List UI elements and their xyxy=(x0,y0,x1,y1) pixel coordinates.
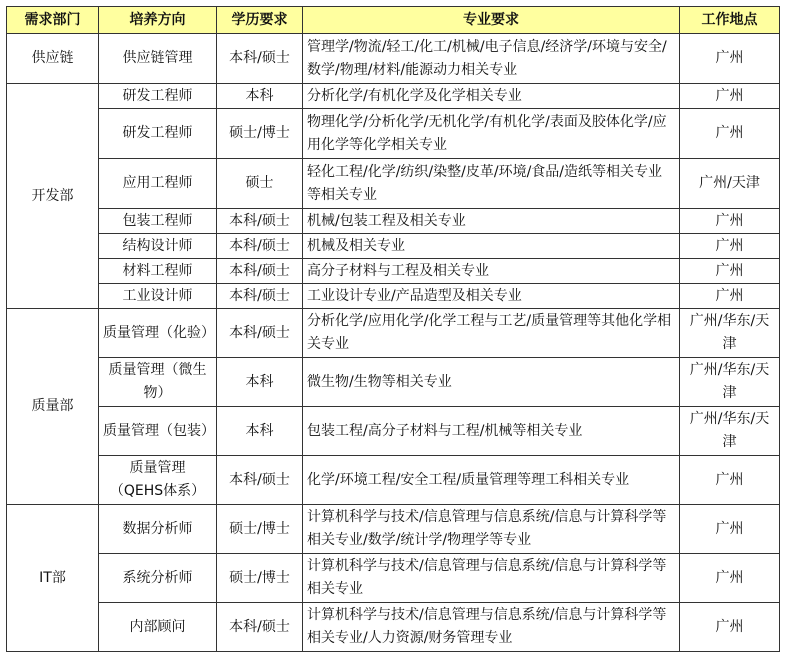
header-department: 需求部门 xyxy=(7,7,99,34)
department-cell: 供应链 xyxy=(7,34,99,84)
major-cell: 物理化学/分析化学/无机化学/有机化学/表面及胶体化学/应用化学等化学相关专业 xyxy=(303,109,680,159)
direction-cell: 应用工程师 xyxy=(99,159,217,209)
table-row xyxy=(7,407,780,456)
location-cell: 广州 xyxy=(680,505,780,554)
location-cell: 广州 xyxy=(680,234,780,259)
degree-cell: 本科/硕士 xyxy=(217,234,303,259)
header-degree: 学历要求 xyxy=(217,7,303,34)
table-row xyxy=(7,603,780,652)
direction-cell: 包装工程师 xyxy=(99,209,217,234)
location-cell: 广州/华东/天津 xyxy=(680,407,780,456)
major-cell: 分析化学/有机化学及化学相关专业 xyxy=(303,84,680,109)
direction-cell: 质量管理（QEHS体系） xyxy=(99,456,217,505)
header-row xyxy=(7,7,780,34)
table-row xyxy=(7,309,780,358)
major-cell: 机械及相关专业 xyxy=(303,234,680,259)
direction-cell: 研发工程师 xyxy=(99,84,217,109)
degree-cell: 本科/硕士 xyxy=(217,309,303,358)
location-cell: 广州 xyxy=(680,109,780,159)
degree-cell: 本科/硕士 xyxy=(217,209,303,234)
direction-cell: 质量管理（微生物） xyxy=(99,358,217,407)
table-row xyxy=(7,209,780,234)
location-cell: 广州 xyxy=(680,34,780,84)
table-row xyxy=(7,259,780,284)
table-row xyxy=(7,234,780,259)
major-cell: 工业设计专业/产品造型及相关专业 xyxy=(303,284,680,309)
header-location: 工作地点 xyxy=(680,7,780,34)
location-cell: 广州 xyxy=(680,84,780,109)
direction-cell: 工业设计师 xyxy=(99,284,217,309)
location-cell: 广州 xyxy=(680,259,780,284)
table-row xyxy=(7,109,780,159)
table-row xyxy=(7,505,780,554)
location-cell: 广州/华东/天津 xyxy=(680,309,780,358)
degree-cell: 硕士/博士 xyxy=(217,109,303,159)
location-cell: 广州 xyxy=(680,209,780,234)
direction-cell: 结构设计师 xyxy=(99,234,217,259)
major-cell: 计算机科学与技术/信息管理与信息系统/信息与计算科学等相关专业/人力资源/财务管理专业 xyxy=(303,603,680,652)
direction-cell: 研发工程师 xyxy=(99,109,217,159)
table-row xyxy=(7,456,780,505)
degree-cell: 本科/硕士 xyxy=(217,456,303,505)
department-cell: 开发部 xyxy=(7,84,99,309)
major-cell: 高分子材料与工程及相关专业 xyxy=(303,259,680,284)
location-cell: 广州 xyxy=(680,456,780,505)
direction-cell: 内部顾问 xyxy=(99,603,217,652)
degree-cell: 硕士/博士 xyxy=(217,554,303,603)
direction-cell: 质量管理（化验） xyxy=(99,309,217,358)
table-row xyxy=(7,34,780,84)
table-row xyxy=(7,84,780,109)
department-cell: 质量部 xyxy=(7,309,99,505)
header-major: 专业要求 xyxy=(303,7,680,34)
direction-cell: 材料工程师 xyxy=(99,259,217,284)
major-cell: 分析化学/应用化学/化学工程与工艺/质量管理等其他化学相关专业 xyxy=(303,309,680,358)
major-cell: 轻化工程/化学/纺织/染整/皮革/环境/食品/造纸等相关专业等相关专业 xyxy=(303,159,680,209)
direction-cell: 供应链管理 xyxy=(99,34,217,84)
direction-cell: 质量管理（包装） xyxy=(99,407,217,456)
degree-cell: 本科 xyxy=(217,407,303,456)
table-row xyxy=(7,554,780,603)
degree-cell: 本科/硕士 xyxy=(217,603,303,652)
degree-cell: 硕士/博士 xyxy=(217,505,303,554)
location-cell: 广州 xyxy=(680,284,780,309)
table-row xyxy=(7,358,780,407)
major-cell: 计算机科学与技术/信息管理与信息系统/信息与计算科学等相关专业/数学/统计学/物理学等专业 xyxy=(303,505,680,554)
location-cell: 广州 xyxy=(680,554,780,603)
degree-cell: 本科 xyxy=(217,358,303,407)
department-cell: IT部 xyxy=(7,505,99,652)
location-cell: 广州 xyxy=(680,603,780,652)
table-row xyxy=(7,159,780,209)
major-cell: 化学/环境工程/安全工程/质量管理等理工科相关专业 xyxy=(303,456,680,505)
recruitment-table xyxy=(6,6,780,652)
major-cell: 管理学/物流/轻工/化工/机械/电子信息/经济学/环境与安全/数学/物理/材料/能源动力相关专业 xyxy=(303,34,680,84)
location-cell: 广州/华东/天津 xyxy=(680,358,780,407)
major-cell: 机械/包装工程及相关专业 xyxy=(303,209,680,234)
degree-cell: 本科/硕士 xyxy=(217,34,303,84)
direction-cell: 系统分析师 xyxy=(99,554,217,603)
degree-cell: 本科/硕士 xyxy=(217,284,303,309)
major-cell: 微生物/生物等相关专业 xyxy=(303,358,680,407)
major-cell: 计算机科学与技术/信息管理与信息系统/信息与计算科学等相关专业 xyxy=(303,554,680,603)
major-cell: 包装工程/高分子材料与工程/机械等相关专业 xyxy=(303,407,680,456)
degree-cell: 本科 xyxy=(217,84,303,109)
direction-cell: 数据分析师 xyxy=(99,505,217,554)
location-cell: 广州/天津 xyxy=(680,159,780,209)
degree-cell: 本科/硕士 xyxy=(217,259,303,284)
degree-cell: 硕士 xyxy=(217,159,303,209)
header-direction: 培养方向 xyxy=(99,7,217,34)
table-row xyxy=(7,284,780,309)
